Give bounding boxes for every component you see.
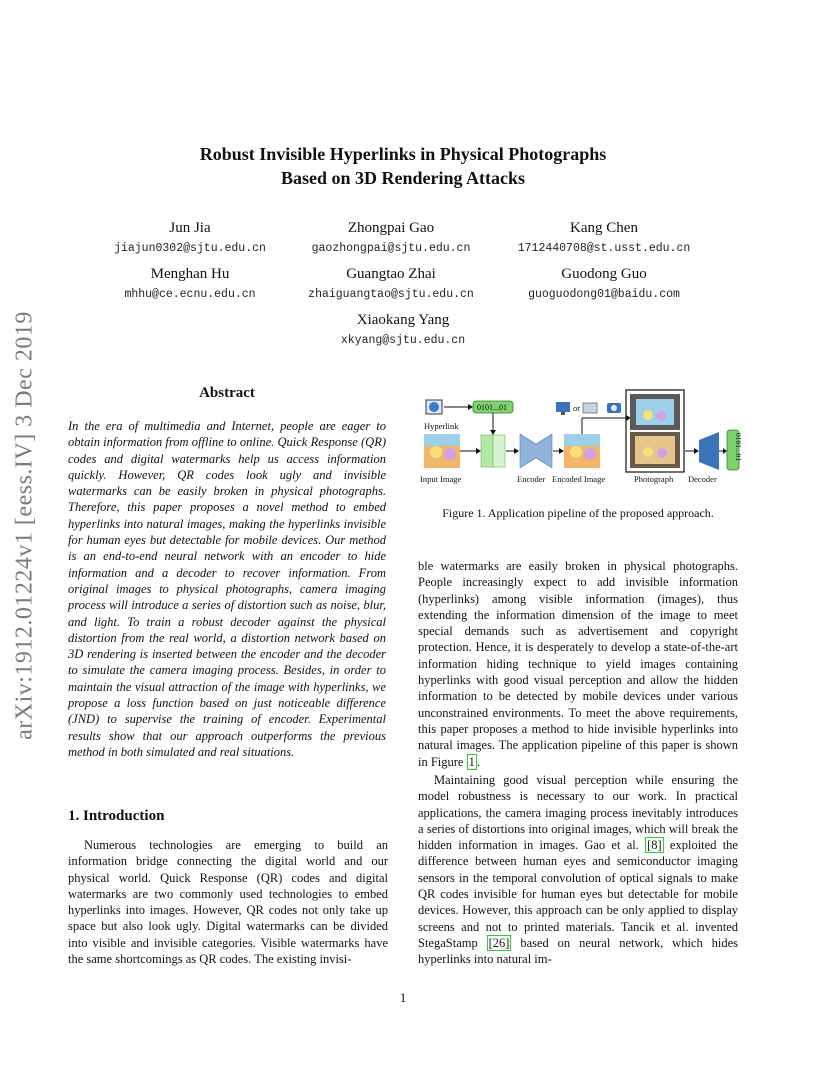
intro-heading: 1. Introduction <box>68 808 165 824</box>
title-line-1: Robust Invisible Hyperlinks in Physical Photographs <box>199 144 607 164</box>
decoder-block <box>699 432 719 470</box>
hyperlink-label: Hyperlink <box>424 421 459 431</box>
encoded-image-label: Encoded Image <box>552 474 606 484</box>
encoder-block <box>520 434 552 468</box>
decoder-label: Decoder <box>688 474 717 484</box>
author-name: Xiaokang Yang <box>356 312 450 328</box>
pipeline-diagram <box>414 388 744 496</box>
or-label: or <box>573 403 581 413</box>
author-name: Guodong Guo <box>561 266 647 282</box>
author-email: zhaiguangtao@sjtu.edu.cn <box>308 288 474 301</box>
paragraph-text: . <box>476 754 480 769</box>
input-image-label: Input Image <box>420 474 462 484</box>
author-email: gaozhongpai@sjtu.edu.cn <box>311 242 471 255</box>
photograph-label: Photograph <box>634 474 674 484</box>
author-name: Jun Jia <box>169 220 211 236</box>
printer-icon <box>583 403 597 413</box>
figure-1 <box>414 388 744 496</box>
author-name: Kang Chen <box>570 220 638 236</box>
bits-label: 0101...01 <box>477 403 507 412</box>
citation-link[interactable]: [8] <box>647 838 662 853</box>
page-number: 1 <box>399 990 407 1005</box>
abstract-text: In the era of multimedia and Internet, people are eager to obtain information from offline to online. Quick Response (QR) codes and digital watermarks help us access information quickly. However, QR codes look ugly and invisible watermarks can be easily broken in physical photographs. Therefore, this paper proposes a novel method to embed hyperlinks into natural images, making the hyperlinks invisible for human eyes but detectable for mobile devices. Our method is an end-to-end neural network with an encoder to hide information and a decoder to recover information. From original images to physical photographs, camera imaging process will introduce a series of distortion such as noise, blur, and light. To train a robust decoder against the physical distortion from the real world, a distortion network based on 3D rendering is inserted between the encoder and the decoder to simulate the camera imaging process. Besides, in order to maintain the visual attraction of the image with hyperlinks, we propose a loss function based on just noticeable difference (JND) to supervise the training of encoder. Experimental results show that our approach outperforms the previous method in both simulated and real situations. <box>68 419 386 759</box>
paragraph-text: Maintaining good visual perception while ensuring the model robustness is necessary to our work. In practical applications, the camera imaging process inevitably introduces a series of distortions into original images, which will break the hidden information in images. Gao et al. <box>418 773 738 853</box>
paragraph-text: ble watermarks are easily broken in physical photographs. People increasingly expect to add invisible information (hyperlinks) among visible information (images), thus extending the information dimension of the image to meet special demands such as advertisement and copyright protection. Hence, it is desperately to develop a state-of-the-art information hiding technique to yield images containing hyperlinks with good visual perception and allow the hidden information to be detected by mobile devices under various unconstrained environments. To meet the above requirements, this paper proposes a method to hide invisible hyperlinks into natural images. The application pipeline of this paper is shown in Figure <box>418 559 738 769</box>
title-line-2: Based on 3D Rendering Attacks <box>280 168 526 188</box>
author-email: jiajun0302@sjtu.edu.cn <box>114 242 266 255</box>
author-email: 1712440708@st.usst.edu.cn <box>517 242 691 255</box>
encoder-label: Encoder <box>517 474 546 484</box>
figure-reference-link[interactable]: 1 <box>468 754 475 769</box>
author-email: mhhu@ce.ecnu.edu.cn <box>124 288 256 301</box>
citation-link[interactable]: [26] <box>488 935 510 950</box>
figure-caption: Figure 1. Application pipeline of the proposed approach. <box>442 506 714 520</box>
globe-icon-circle <box>429 402 439 412</box>
intro-paragraph: Numerous technologies are emerging to build an information bridge connecting the digital world and our physical world. Quick Response (QR) codes and digital watermarks are two commonly used technologies to embed hyperlinks into images. However, QR codes not only take up space but also look ugly. Digital watermarks can be divided into visible and invisible categories. Visible watermarks have the same shortcomings as QR codes. The existing invisi- <box>68 838 388 967</box>
concat-block <box>481 435 493 467</box>
abstract-heading: Abstract <box>199 385 255 401</box>
right-paragraph-2 <box>418 772 738 968</box>
monitor-icon <box>556 402 570 412</box>
author-email: guoguodong01@baidu.com <box>528 288 680 301</box>
output-bits-label: 0101...01 <box>734 433 743 462</box>
arxiv-stamp: arXiv:1912.01224v1 [eess.IV] 3 Dec 2019 <box>11 311 38 740</box>
paper-title <box>0 142 806 190</box>
author-name: Menghan Hu <box>150 266 230 282</box>
author-name: Zhongpai Gao <box>347 220 435 236</box>
author-name: Guangtao Zhai <box>346 266 436 282</box>
author-email: xkyang@sjtu.edu.cn <box>340 334 466 347</box>
right-paragraph-1 <box>418 558 738 770</box>
paragraph-text: exploited the difference between human eyes and semiconductor imaging sensors in the temporal convolution of optical signals to make QR codes invisible for human eyes but detectable for mobile devices. However, this approach can be only applied to display screens and not to printed materials. Tancik et al. invented StegaStamp <box>418 838 738 950</box>
paragraph-text: based on neural network, which hides hyperlinks into natural im- <box>418 935 738 967</box>
